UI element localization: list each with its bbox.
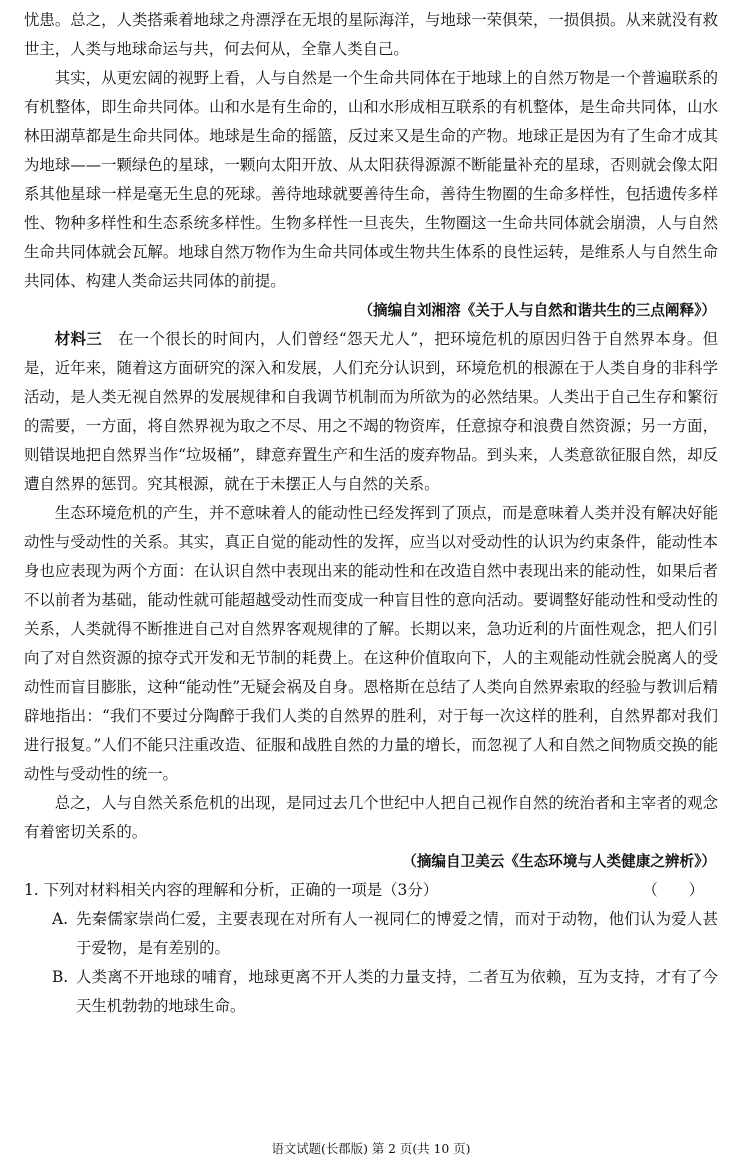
- option-a: [24, 905, 718, 963]
- paragraph-material-three: [24, 325, 718, 499]
- paragraph-conclusion: 总之，人与自然关系危机的出现，是同过去几个世纪中人把自己视作自然的统治者和主宰者的观念有着密切关系的。: [24, 794, 718, 841]
- option-b-text: 人类离不开地球的哺育，地球更离不开人类的力量支持，二者互为依赖，互为支持，才有了今天生机勃勃的地球生命。: [76, 968, 718, 1015]
- option-b-letter: B.: [52, 968, 69, 986]
- question-1: [24, 876, 718, 905]
- paragraph-ecological-crisis: 生态环境危机的产生，并不意味着人的能动性已经发挥到了顶点，而是意味着人类并没有解决好能动性与受动性的关系。其实，真正自觉的能动性的发挥，应当以对受动性的认识为约束条件，能动性本身也应表现为两个方面：在认识自然中表现出来的能动性和在改造自然中表现出来的能动性，如果后者不以前者为基础，能动性就可能超越受动性而变成一种盲目性的意向活动。要调整好能动性和受动性的关系，人类就得不断推进自己对自然界客观规律的了解。长期以来，急功近利的片面性观念，把人们引向了对自然资源的掠夺式开发和无节制的耗费上。在这种价值取向下，人的主观能动性就会脱离人的受动性而盲目膨胀，这种“能动性”无疑会祸及自身。恩格斯在总结了人类向自然界索取的经验与教训后精辟地指出：“我们不要过分陶醉于我们人类的自然界的胜利，对于每一次这样的胜利，自然界都对我们进行报复。”人们不能只注重改造、征服和战胜自然的力量的增长，而忽视了人和自然之间物质交换的能动性与受动性的统一。: [24, 504, 718, 783]
- material-three-label: 材料三: [54, 330, 103, 348]
- source-citation-liu: （摘编自刘湘溶《关于人与自然和谐共生的三点阐释》）: [358, 302, 716, 319]
- option-b: [24, 963, 718, 1021]
- page-footer: 语文试题(长郡版) 第 2 页(共 10 页): [271, 1141, 471, 1156]
- material-three-text: 在一个很长的时间内，人们曾经“怨天尤人”，把环境危机的原因归咎于自然界本身。但是，近年来，随着这方面研究的深入和发展，人们充分认识到，环境危机的根源在于人类自身的非科学活动，是人类无视自然界的发展规律和自我调节机制而为所欲为的必然结果。人类出于自己生存和繁衍的需要，一方面，将自然界视为取之不尽、用之不竭的物资库，任意掠夺和浪费自然资源；另一方面，则错误地把自然界当作“垃圾桶”，肆意弃置生产和生活的废弃物品。到头来，人类意欲征服自然，却反遭自然界的惩罚。究其根源，就在于未摆正人与自然的关系。: [24, 330, 718, 493]
- source-citation-wei: （摘编自卫美云《生态环境与人类健康之辨析》）: [402, 853, 716, 870]
- answer-blank: （ ）: [642, 881, 704, 899]
- question-stem: 1. 下列对材料相关内容的理解和分析，正确的一项是（3分）: [24, 881, 439, 899]
- paragraph-life-community: 其实，从更宏阔的视野上看，人与自然是一个生命共同体在于地球上的自然万物是一个普遍联系的有机整体，即生命共同体。山和水是有生命的，山和水形成相互联系的有机整体，是生命共同体，山水林田湖草都是生命共同体。地球是生命的摇篮，反过来又是生命的产物。地球正是因为有了生命才成其为地球——一颗绿色的星球，一颗向太阳开放、从太阳获得源源不断能量补充的星球，否则就会像太阳系其他星球一样是毫无生息的死球。善待地球就要善待生命，善待生物圈的生命多样性，包括遗传多样性、物种多样性和生态系统多样性。生物多样性一旦丧失，生物圈这一生命共同体就会崩溃，人与自然生命共同体就会瓦解。地球自然万物作为生命共同体或生物共生体系的良性运转，是维系人与自然生命共同体、构建人类命运共同体的前提。: [24, 69, 718, 290]
- paragraph-continuation: 忧患。总之，人类搭乘着地球之舟漂浮在无垠的星际海洋，与地球一荣俱荣，一损俱损。从来就没有救世主，人类与地球命运与共，何去何从，全靠人类自己。: [24, 11, 718, 58]
- option-a-text: 先秦儒家崇尚仁爱，主要表现在对所有人一视同仁的博爱之情，而对于动物，他们认为爱人甚于爱物，是有差别的。: [76, 910, 718, 957]
- option-a-letter: A.: [52, 910, 69, 928]
